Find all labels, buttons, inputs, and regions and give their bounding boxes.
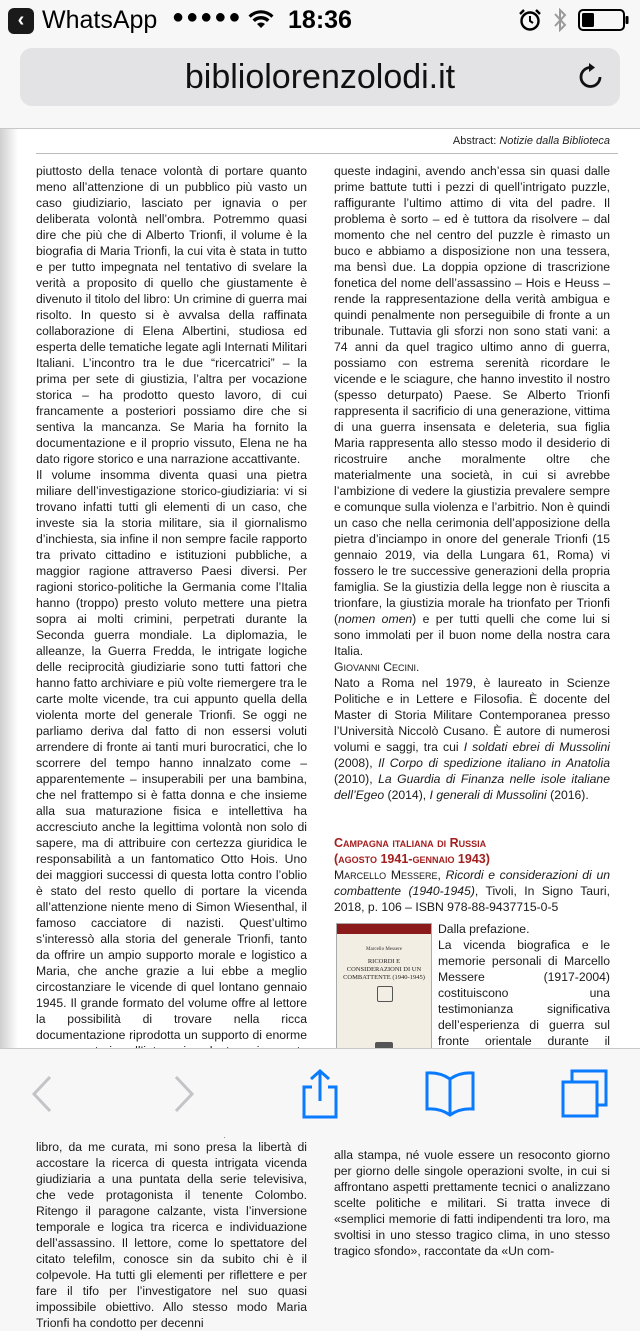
forward-arrow-icon[interactable] [158,1069,208,1119]
author-name: Giovanni Cecini. [334,660,420,674]
clock: 18:36 [288,6,352,34]
address-bar[interactable] [20,48,620,106]
back-to-app-icon[interactable]: ‹ [8,8,34,34]
text: (2016). [546,788,589,802]
section-title-line: Campagna italiana di Russia [334,836,487,850]
book-author: Marcello Messere [334,868,438,882]
book-cover-image [336,923,432,1067]
paragraph: La vicenda biografica e le memorie personali di Marcello Messere (1917-2004) costituiscono una testimonianza significativa dell’esperienza di guerra sul fronte orientale durante il [438,938,610,1048]
section-title-line: (agosto 1941-gennaio 1943) [334,852,490,866]
alarm-icon [518,8,542,32]
text: (2010), [334,772,379,786]
share-icon[interactable] [295,1069,345,1119]
article-left-column [36,163,307,1330]
book-details: , Tivoli, In Signo Tauri, 2018, p. 106 – ISBN 978-88-9437715-0-5 [334,884,610,914]
bluetooth-icon [551,7,569,33]
reload-icon[interactable] [576,62,606,92]
author-signature [334,659,610,675]
header-rule [36,153,618,154]
section-title [334,835,610,867]
text-italic: La Guardia di Finanza nelle isole italiane dell’Egeo [334,772,610,802]
abstract-prefix: Abstract: [452,135,500,147]
status-bar [0,0,640,40]
text-italic: I generali di Mussolini [429,788,547,802]
paragraph: libro, da me curata, mi sono presa la libertà di accostare la ricerca di questa intrigata vicenda giudiziaria a una puntata della serie televisiva, che vede protagonista il tenente Colombo. Ritengo il paragone calzante, vista l’inversione temporale e logica tra ricerca e individuazione dell’assassino. Il lettore, come lo spettatore del citato telefilm, conosce sin da subito chi è il colpevole. Ha tutti gli elementi per riflettere e per fare il tifo per l’investigatore nel suo quasi impossibile obiettivo. Allo stesso modo Maria Trionfi ha condotto per decenni [36,1140,307,1330]
browser-toolbar [0,1048,640,1137]
paragraph: alla stampa, né vuole essere un resoconto giorno per giorno delle singole operazioni svolte, in cui si affrontano aspetti prettamente tecnici o analizzano scelte politiche e militari. Si tratta invece di «semplici memorie di fatti indipendenti tra loro, ma svoltisi in uno stesso tragico clima, in uno stesso tragico sfondo», raccontate da «Un com- [334,1148,610,1258]
text: ) e per tutti quelli che come lui si sono immolati per il buon nome della nostra cara Italia. [334,612,610,658]
book-reference: Marcello Messere, Ricordi e considerazioni di un combattente (1940-1945), Tivoli, In Signo Tauri, 2018, p. 106 – ISBN 978-88-9437715-0-5 [334,868,610,914]
text: Nato a Roma nel 1979, è laureato in Scienze Politiche e in Lettere e Filosofia. È docente del Master di Storia Militare Contemporanea presso l’Università Niccolò Cusano. È autore di numerosi volumi e saggi, tra cui [334,676,610,754]
cover-emblem-icon [377,986,393,1002]
cover-author: Marcello Messere [366,947,402,952]
cover-stripe [337,924,431,934]
back-app-label[interactable]: WhatsApp [42,6,158,34]
text: queste indagini, avendo anch’essa sin quasi dalle prime battute tutti i pezzi di quell’intrigato puzzle, raffigurante l’ultimo attimo di vita del padre. Il problema è sorto – ed è tuttora da risolvere – dal momento che nel centro del puzzle è rimasto un buco e abbiamo a disposizione non una tessera, ma bensì due. La doppia opzione di trascrizione fonetica del nome dell’assassino – Hois e Heuss – rende la rappresentazione della verità ambigua e quindi penalmente non perseguibile di fronte a un tribunale. Tuttavia gli sforzi non sono stati vani: a 74 anni da quel tragico ultimo anno di guerra, possiamo con estrema serenità ricordare le vicende e le sciagure, che hanno investito il nostro (spesso deturpato) Paese. Se Alberto Trionfi rappresenta il sacrificio di una generazione, vittima di una guerra insensata e deleteria, sua figlia Maria rappresenta allo stesso modo il desiderio di ricostruire anche moralmente oltre che materialmente una società, in cui si avrebbe l’ambizione di vedere la giustizia prevalere sempre e comunque sulla violenza e l’arbitrio. Non è quindi un caso che nella cerimonia dell’apposizione della pietra d’inciampo in onore del generale Trionfi (15 gennaio 2019, via della Lungara 61, Roma) vi fossero le tre successive generazioni della propria famiglia. Se la giustizia della legge non è riuscita a trionfare, la giustizia morale ha trionfato per Trionfi ( [334,164,610,626]
paragraph: Dalla prefazione. [438,922,530,936]
text: (2014), [384,788,430,802]
tabs-icon[interactable] [560,1069,610,1119]
abstract-header [453,135,610,147]
cover-title: RICORDI E CONSIDERAZIONI DI UN COMBATTENTE (1940-1945) [343,958,425,981]
book-title: Ricordi e considerazioni di un combattente (1940-1945) [334,868,610,898]
text-italic: Il Corpo di spedizione italiano in Anatolia [378,756,610,770]
battery-icon [578,9,630,31]
signal-strength-icon: ●●●●● [172,6,243,28]
paragraph: piuttosto della tenace volontà di portare quanto meno all’attenzione di un pubblico più vasto un caso giudiziario, lasciato per ignavia o per deliberata volontà nell’ombra. Potremmo quasi dire che più che di Alberto Trionfi, il volume è la biografia di Maria Trionfi, la cui vita è stata in tutto e per tutto impegnata nel tentativo di svelare la verità a proposito di quello che giustamente è divenuto il titolo del libro: Un crimine di guerra mai risolto. In questo si è avvalsa della raffinata collaborazione di Elena Albertini, studiosa ed esperta delle tematiche legate agli Internati Militari Italiani. L’incontro tra le due “ricercatrici” – la prima per sete di giustizia, l’altra per vocazione storica – ha prodotto questo lavoro, di cui francamente a posteriori possiamo dire che si sentiva la mancanza. Se Maria ha fornito la documentazione e il proprio vissuto, Elena ne ha dato rigore storico e una narrazione accattivante. [36,164,307,466]
text-italic: I soldati ebrei di Mussolini [463,740,610,754]
text-italic: nomen omen [338,612,413,626]
article-right-column [334,163,610,1258]
url-text[interactable]: bibliolorenzolodi.it [184,58,456,96]
back-arrow-icon[interactable] [18,1069,68,1119]
web-page[interactable] [0,128,640,1330]
page-edge-shadow [0,129,18,1049]
paragraph [334,163,610,659]
bookmarks-icon[interactable] [425,1069,475,1119]
text: (2008), [334,756,379,770]
abstract-source: Notizie dalla Biblioteca [499,135,610,147]
author-bio [334,675,610,803]
paragraph: Il volume insomma diventa quasi una pietra miliare dell’investigazione storico-giudiziaria: vi si trovano infatti tutti gli elementi di un caso, che investe sia la storia militare, sia il giornalismo d’inchiesta, sia infine il non sempre facile rapporto tra privato cittadino e istituzioni pubbliche, a maggior ragione attraverso Paesi diversi. Per ragioni storico-politiche la Germania come l’Italia hanno (troppo) presto voluto mettere una pietra sopra ai molti crimini, perpetrati durante la Seconda guerra mondiale. La diplomazia, le alleanze, la Guerra Fredda, le intrigate logiche delle reciprocità giudiziarie sono tutti fattori che hanno fatto archiviare e più volte riemergere tra le carte molte vicende, tra cui appunto quella della violenta morte del generale Trionfi. Se oggi ne parliamo deriva dal fatto di non essersi voluti arrendere di fronte ai tanti muri burocratici, che lo scorrere del tempo hanno innalzato come – apparentemente – insuperabili per una bambina, che nel frattempo si è fatta donna e che insieme alla sua maturazione fisica e intellettiva ha accresciuto anche la legittima volontà non solo di sapere, ma di attribuire con certezza giuridica le responsabilità a un fantomatico Otto Hois. Uno dei maggiori successi di questa lotta contro l’oblio è stato del resto quello di portare la vicenda all’attenzione niente meno di Simon Wiesenthal, il famoso cacciatore di nazisti. Quest’ultimo s’interessò alla storia del generale Trionfi, tanto da offrire un ampio supporto morale e logistico a Maria, che anche grazie a lui ebbe a meglio circostanziare le vicende di quel lontano gennaio 1945. Il grande formato del volume offre al lettore la possibilità di trovare nella ricca documentazione riprodotta un supporto di enorme [36,468,307,1042]
